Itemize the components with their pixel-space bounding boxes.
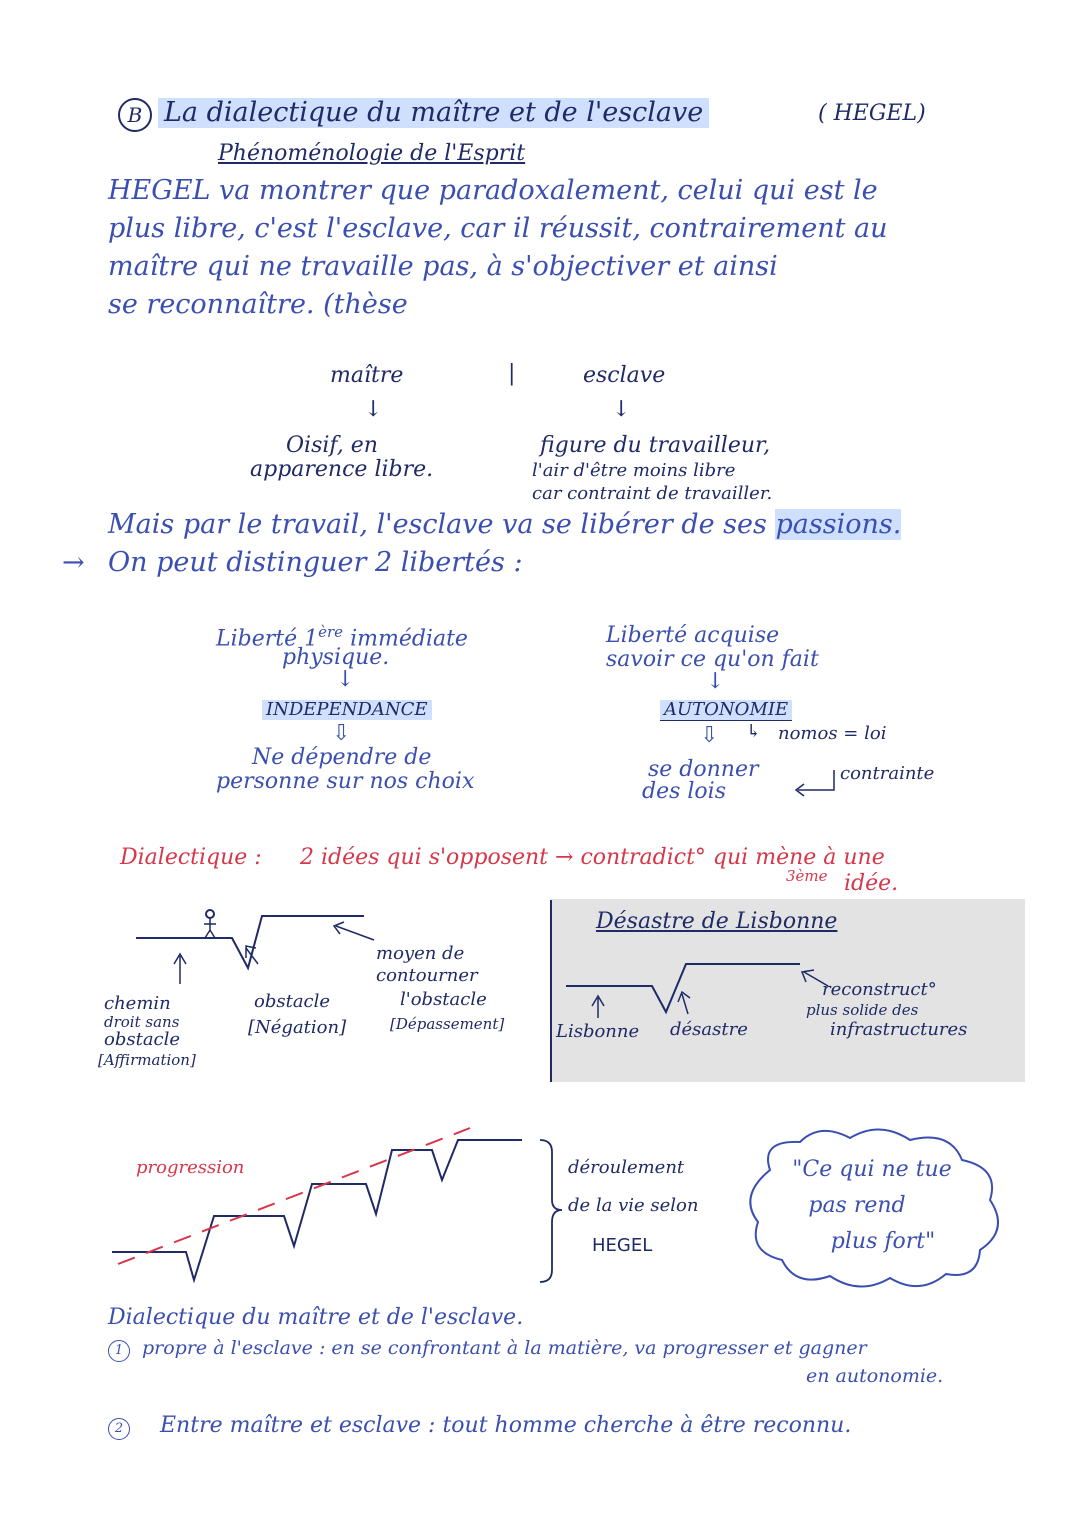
freedom1-title-sup: ère xyxy=(318,623,344,641)
down-arrow-icon: ↓ xyxy=(364,397,383,422)
conclusion-title: Dialectique du maître et de l'esclave. xyxy=(108,1305,524,1330)
intro-line-4: se reconnaître. (thèse xyxy=(108,289,408,320)
bypass-label-2: contourner xyxy=(376,965,478,986)
path-label-4: [Affirmation] xyxy=(98,1051,196,1069)
brace-icon xyxy=(540,1140,562,1282)
master-description-1: Oisif, en xyxy=(286,433,378,458)
life-desc-1: déroulement xyxy=(568,1157,685,1178)
dialectic-label: Dialectique : xyxy=(120,845,262,870)
intro-line-1: HEGEL va montrer que paradoxalement, celui qui est le xyxy=(108,175,878,206)
obstacle-label: obstacle xyxy=(254,991,331,1012)
down-arrow-icon: ↓ xyxy=(612,397,631,422)
distinction-arrow-icon: → xyxy=(62,547,85,578)
lisbon-diagram xyxy=(566,964,828,1018)
item-number-2: 2 xyxy=(108,1418,130,1440)
freedom2-title: Liberté acquise xyxy=(606,623,780,648)
distinction-sentence: On peut distinguer 2 libertés : xyxy=(108,547,523,578)
path-label-3: obstacle xyxy=(104,1029,181,1050)
conclusion-item-2: Entre maître et esclave : tout homme cherche à être reconnu. xyxy=(160,1413,852,1438)
dialectic-definition: 2 idées qui s'opposent → contradict° qui mène à une xyxy=(300,845,885,870)
life-desc-2: de la vie selon xyxy=(568,1195,699,1216)
conclusion-item-1b: en autonomie. xyxy=(806,1365,944,1387)
freedom1-title-b: immédiate xyxy=(350,626,468,652)
rebuild-label-3: infrastructures xyxy=(830,1019,968,1040)
dialectic-third-sup: 3ème xyxy=(786,867,828,885)
conclusion-item-1: propre à l'esclave : en se confrontant à la matière, va progresser et gagner xyxy=(142,1337,867,1359)
nomos-note: nomos = loi xyxy=(778,723,887,744)
quote-line-1: "Ce qui ne tue xyxy=(792,1157,952,1182)
path-label-1: chemin xyxy=(104,993,171,1014)
slave-description-1: figure du travailleur, xyxy=(540,433,771,458)
path-label-2: droit sans xyxy=(104,1013,180,1031)
obstacle-diagram xyxy=(136,910,374,984)
slave-label: esclave xyxy=(583,363,666,388)
double-arrow-icon: ⇩ xyxy=(700,723,719,748)
author-name: ( HEGEL) xyxy=(818,101,926,126)
down-arrow-icon: ↓ xyxy=(706,669,725,694)
lisbon-city-label: Lisbonne xyxy=(556,1021,640,1042)
stick-figure-icon xyxy=(206,910,214,918)
freedom1-subtitle: physique. xyxy=(282,645,390,670)
freedom1-title-a: Liberté 1 xyxy=(216,626,319,652)
section-marker: B xyxy=(118,98,152,132)
freedom2-desc-2: des lois xyxy=(642,779,726,804)
master-description-2: apparence libre. xyxy=(250,457,434,482)
quote-line-3: plus fort" xyxy=(830,1229,936,1254)
bypass-label-4: [Dépassement] xyxy=(390,1015,505,1033)
slave-description-3: car contraint de travailler. xyxy=(532,483,773,504)
constraint-note: contrainte xyxy=(840,763,935,784)
negation-label: [Négation] xyxy=(248,1017,347,1038)
slave-description-2: l'air d'être moins libre xyxy=(532,460,736,481)
bypass-label-1: moyen de xyxy=(376,943,465,964)
progression-label: progression xyxy=(136,1157,245,1178)
freedom2-desc-1: se donner xyxy=(648,757,759,782)
freedom1-desc-1: Ne dépendre de xyxy=(252,745,432,770)
independence-concept: INDEPENDANCE xyxy=(262,700,432,720)
quote-line-2: pas rend xyxy=(808,1193,906,1218)
intro-line-3: maître qui ne travaille pas, à s'objectiver et ainsi xyxy=(108,251,778,282)
freedom2-subtitle: savoir ce qu'on fait xyxy=(606,647,819,672)
book-title: Phénoménologie de l'Esprit xyxy=(218,141,526,166)
life-desc-3: HEGEL xyxy=(592,1235,653,1256)
dialectic-definition-2: idée. xyxy=(844,871,899,896)
autonomy-concept: AUTONOMIE xyxy=(660,700,792,721)
column-separator: | xyxy=(508,361,516,386)
work-sentence-text: Mais par le travail, l'esclave va se libérer de ses xyxy=(108,509,767,540)
rebuild-label-1: reconstruct° xyxy=(822,979,937,1000)
passions-highlight: passions. xyxy=(775,509,902,540)
master-label: maître xyxy=(330,363,404,388)
cloud-icon xyxy=(750,1129,998,1286)
lisbon-title: Désastre de Lisbonne xyxy=(596,909,838,934)
constraint-arrow-icon xyxy=(798,770,834,790)
lisbon-disaster-label: désastre xyxy=(670,1019,748,1040)
bypass-label-3: l'obstacle xyxy=(400,989,487,1010)
progression-diagram xyxy=(112,1128,562,1282)
section-title: La dialectique du maître et de l'esclave xyxy=(158,98,709,128)
rebuild-label-2: plus solide des xyxy=(806,1001,919,1019)
note-arrow-icon: ↳ xyxy=(746,721,762,742)
double-arrow-icon: ⇩ xyxy=(332,721,351,746)
item-number-1: 1 xyxy=(108,1340,130,1362)
down-arrow-icon: ↓ xyxy=(336,667,355,692)
intro-line-2: plus libre, c'est l'esclave, car il réussit, contrairement au xyxy=(108,213,888,244)
freedom1-desc-2: personne sur nos choix xyxy=(216,769,475,794)
